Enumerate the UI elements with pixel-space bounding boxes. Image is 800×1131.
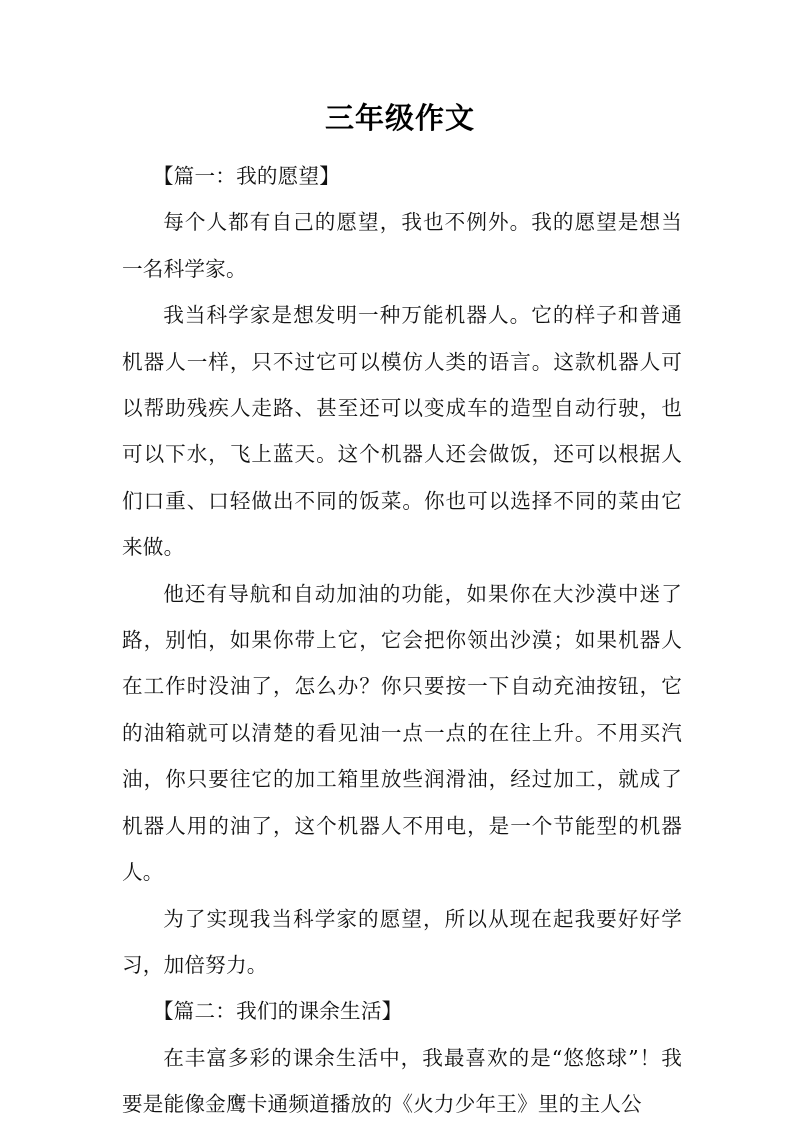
section-heading-2: 【篇二：我们的课余生活】 xyxy=(152,999,403,1024)
paragraph: 我当科学家是想发明一种万能机器人。它的样子和普通机器人一样，只不过它可以模仿人类的语言。这款机器人可以帮助残疾人走路、甚至还可以变成车的造型自动行驶，也可以下水，飞上蓝天。这个机器人还会做饭，还可以根据人们口重、口轻做出不同的饭菜。你也可以选择不同的菜由它来做。 xyxy=(122,303,682,560)
document-body xyxy=(122,153,682,1128)
document-title: 三年级作文 xyxy=(324,101,475,135)
paragraph: 在丰富多彩的课余生活中，我最喜欢的是“悠悠球”！我要是能像金鹰卡通频道播放的《火力少年王》里的主人公 xyxy=(122,1045,682,1117)
section-heading-1: 【篇一：我的愿望】 xyxy=(152,164,341,188)
paragraph: 他还有导航和自动加油的功能，如果你在大沙漠中迷了路，别怕，如果你带上它，它会把你领出沙漠；如果机器人在工作时没油了，怎么办？你只要按一下自动充油按钮，它的油箱就可以清楚的看见油一点一点的在往上升。不用买汽油，你只要往它的加工箱里放些润滑油，经过加工，就成了机器人用的油了，这个机器人不用电，是一个节能型的机器人。 xyxy=(122,581,682,885)
paragraph: 为了实现我当科学家的愿望，所以从现在起我要好好学习，加倍努力。 xyxy=(122,906,682,977)
paragraph: 每个人都有自己的愿望，我也不例外。我的愿望是想当一名科学家。 xyxy=(122,210,682,281)
